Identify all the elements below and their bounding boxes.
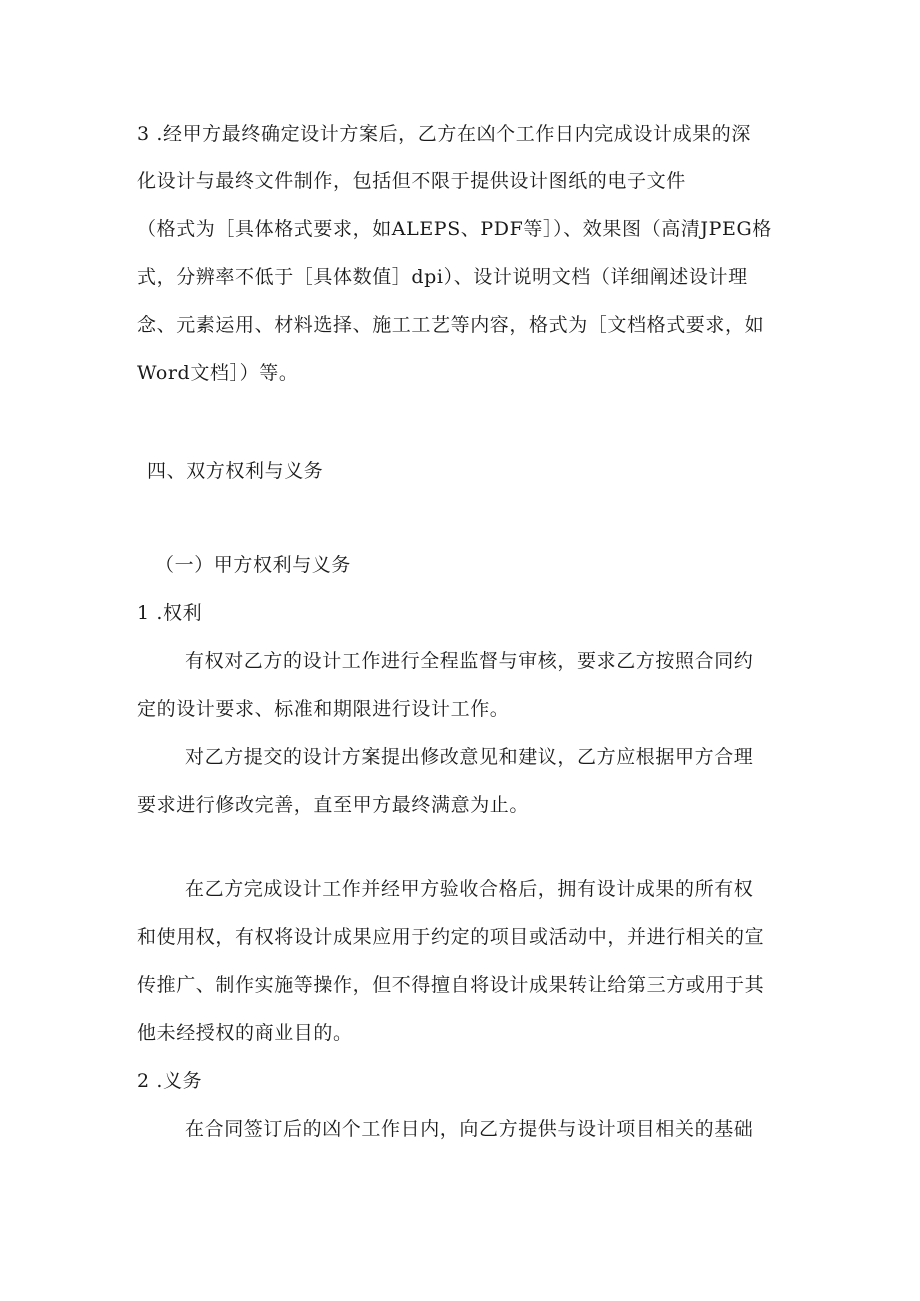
- item3-line-4: 式，分辨率不低于［具体数值］dpi）、设计说明文档（详细阐述设计理: [137, 266, 748, 288]
- subsection-heading: （一）甲方权利与义务: [155, 554, 352, 576]
- rights-heading: 1 .权利: [137, 602, 203, 624]
- rights-para3-line-4: 他未经授权的商业目的。: [137, 1022, 353, 1044]
- rights-para3-line-1: 在乙方完成设计工作并经甲方验收合格后，拥有设计成果的所有权: [185, 878, 754, 900]
- rights-para1-line-1: 有权对乙方的设计工作进行全程监督与审核，要求乙方按照合同约: [185, 650, 754, 672]
- section-heading: 四、双方权利与义务: [147, 460, 324, 482]
- obligations-para1-line-1: 在合同签订后的凶个工作日内，向乙方提供与设计项目相关的基础: [185, 1118, 754, 1140]
- item3-line-6: Word文档］）等。: [137, 362, 299, 384]
- item3-line-2: 化设计与最终文件制作，包括但不限于提供设计图纸的电子文件: [137, 170, 686, 192]
- item3-line-1: 3 .经甲方最终确定设计方案后，乙方在凶个工作日内完成设计成果的深: [137, 123, 751, 145]
- rights-para1-line-2: 定的设计要求、标准和期限进行设计工作。: [137, 698, 510, 720]
- item3-line-3: （格式为［具体格式要求，如ALEPS、PDF等］）、效果图（高清JPEG格: [137, 218, 772, 240]
- rights-para2-line-2: 要求进行修改完善，直至甲方最终满意为止。: [137, 794, 530, 816]
- obligations-heading: 2 .义务: [137, 1070, 203, 1092]
- rights-para3-line-2: 和使用权，有权将设计成果应用于约定的项目或活动中，并进行相关的宣: [137, 926, 765, 948]
- rights-para2-line-1: 对乙方提交的设计方案提出修改意见和建议，乙方应根据甲方合理: [185, 746, 754, 768]
- rights-para3-line-3: 传推广、制作实施等操作，但不得擅自将设计成果转让给第三方或用于其: [137, 974, 765, 996]
- item3-line-5: 念、元素运用、材料选择、施工工艺等内容，格式为［文档格式要求，如: [137, 314, 765, 336]
